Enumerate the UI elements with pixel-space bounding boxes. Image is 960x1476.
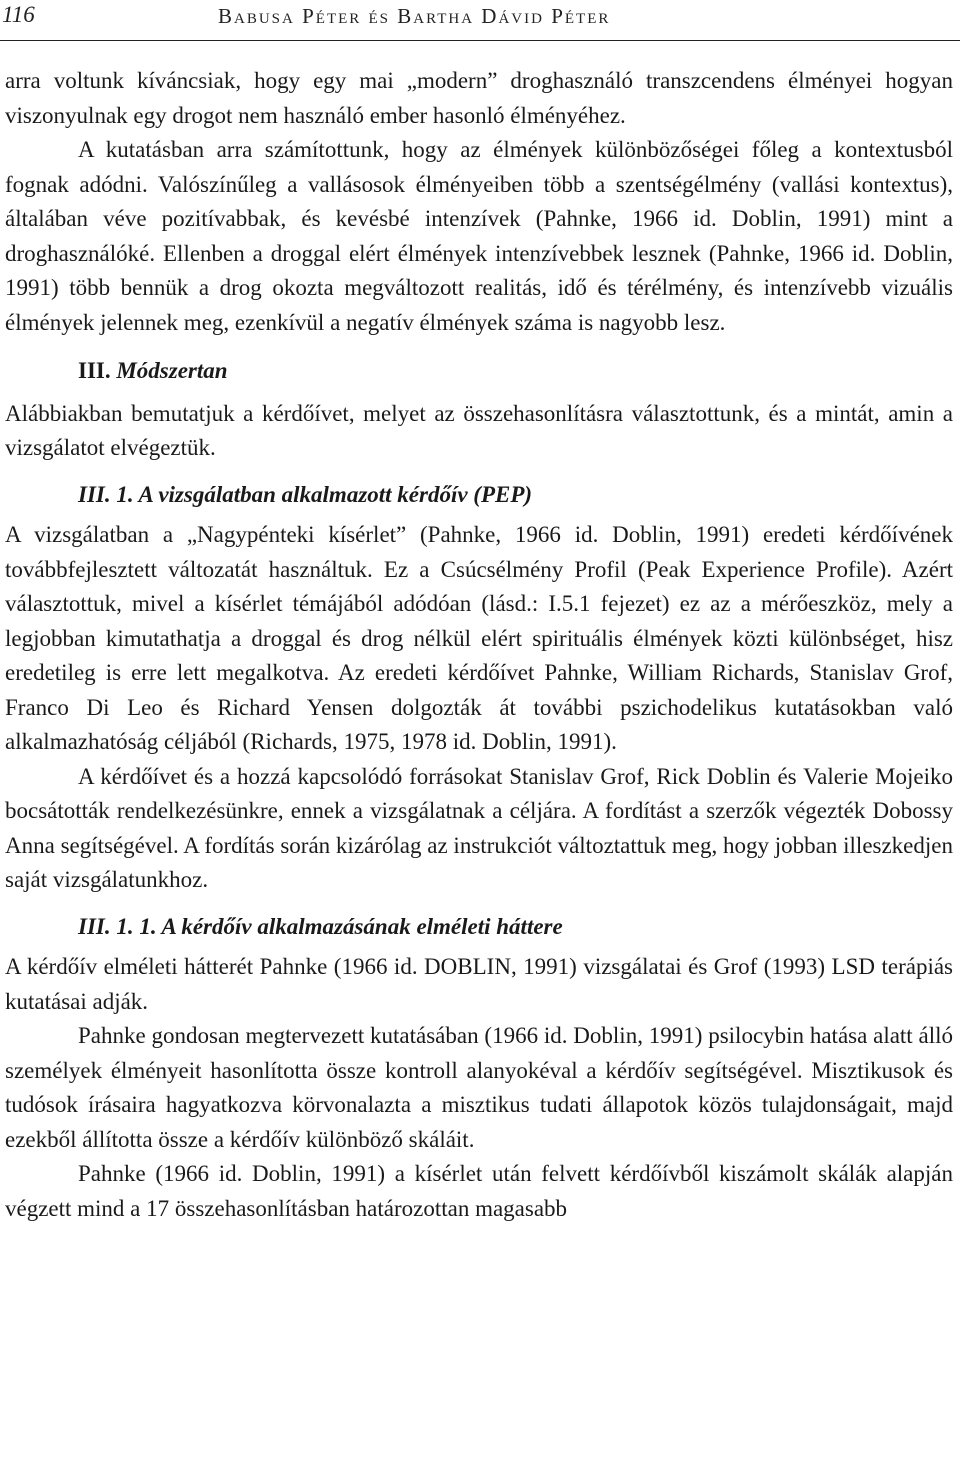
paragraph-1: arra voltunk kíváncsiak, hogy egy mai „modern” droghasználó transzcendens élményei hogyan viszonyulnak egy drogot nem használó ember hasonló élményéhez. <box>5 68 953 128</box>
section-number: III. <box>78 358 111 383</box>
section-heading-methods <box>5 354 953 389</box>
running-head-authors: Babusa Péter és Bartha Dávid Péter <box>218 4 611 28</box>
page-number: 116 <box>2 2 35 27</box>
subsection-heading-background: III. 1. 1. A kérdőív alkalmazásának elméleti háttere <box>78 913 563 939</box>
paragraph-8: Pahnke (1966 id. Doblin, 1991) a kísérlet után felvett kérdőívből kiszámolt skálák alapján végzett mind a 17 összehasonlításban határozottan magasabb <box>5 1161 953 1221</box>
paragraph-6: A kérdőív elméleti hátterét Pahnke (1966 id. DOBLIN, 1991) vizsgálatai és Grof (1993) LSD terápiás kutatásai adják. <box>5 954 953 1014</box>
paragraph-3: Alábbiakban bemutatjuk a kérdőívet, melyet az összehasonlításra választottunk, és a mintát, amin a vizsgálatot elvégeztük. <box>5 400 953 460</box>
paragraph-5: A kérdőívet és a hozzá kapcsolódó forrásokat Stanislav Grof, Rick Doblin és Valerie Mojeiko bocsátották rendelkezésünkre, ennek a vizsgálatnak a céljára. A fordítást a szerzők végezték Dobossy Anna segítségével. A fordítás során kizárólag az instrukciót változtattuk meg, hogy jobban illeszkedjen saját vizsgálatunkhoz. <box>5 763 953 892</box>
paragraph-7: Pahnke gondosan megtervezett kutatásában (1966 id. Doblin, 1991) psilocybin hatása alatt álló személyek élményeit hasonlította össze kontroll alanyokéval a kérdőív segítségével. Misztikusok és tudósok írásaira hagyatkozva körvonalazta a misztikus tudati állapotok közös tulajdonságait, majd ezekből állította össze a kérdőív különböző skáláit. <box>5 1023 953 1152</box>
running-header <box>0 0 960 44</box>
page-body <box>5 64 953 1226</box>
subsection-heading-questionnaire: III. 1. A vizsgálatban alkalmazott kérdőív (PEP) <box>78 481 533 507</box>
header-rule <box>0 40 960 41</box>
paragraph-4: A vizsgálatban a „Nagypénteki kísérlet” (Pahnke, 1966 id. Doblin, 1991) eredeti kérdőívének továbbfejlesztett változatát használtuk. Ez a Csúcsélmény Profil (Peak Experience Profile). Azért választottuk, mivel a kísérlet témájából adódóan (lásd.: I.5.1 fejezet) ez az a mérőeszköz, mely a legjobban kimutathatja a droggal és drog nélkül elért spirituális élmények közti különbséget, hisz eredetileg is erre lett megalkotva. Az eredeti kérdőívet Pahnke, William Richards, Stanislav Grof, Franco Di Leo és Richard Yensen dolgozták át további pszichodelikus kutatásokban való alkalmazhatóság céljából (Richards, 1975, 1978 id. Doblin, 1991). <box>5 522 953 754</box>
section-title: Módszertan <box>116 358 228 383</box>
paragraph-2: A kutatásban arra számítottunk, hogy az élmények különbözőségei főleg a kontextusból fognak adódni. Valószínűleg a vallásosok élményeiben több a szentségélmény (vallási kontextus), általában véve pozitívabbak, és kevésbé intenzívek (Pahnke, 1966 id. Doblin, 1991) mint a droghasználóké. Ellenben a droggal elért élmények intenzívebbek lesznek (Pahnke, 1966 id. Doblin, 1991) több bennük a drog okozta megváltozott realitás, idő és térélmény, és intenzívebb vizuális élmények jelennek meg, ezenkívül a negatív élmények száma is nagyobb lesz. <box>5 137 953 335</box>
